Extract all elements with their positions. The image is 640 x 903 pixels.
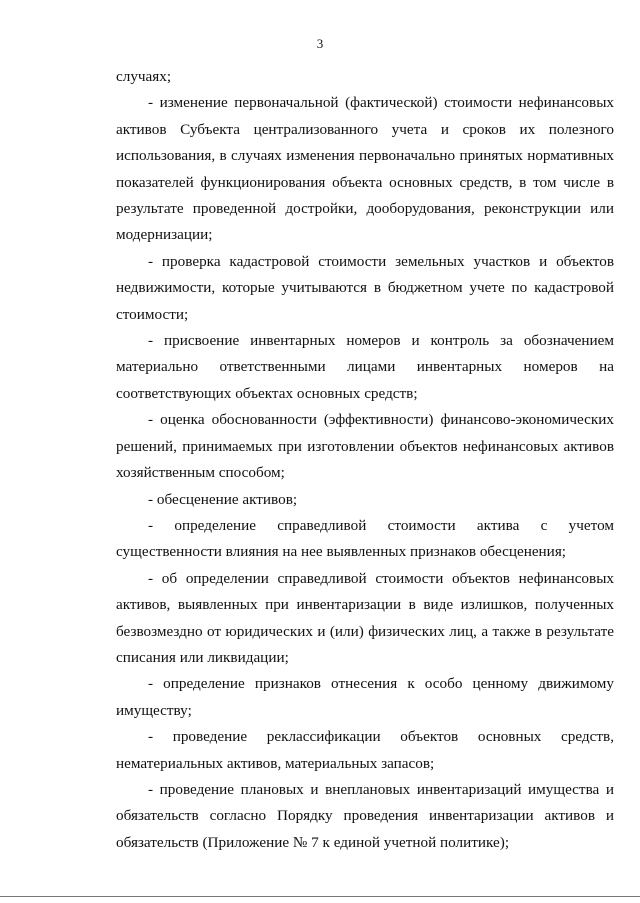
paragraph-item: - об определении справедливой стоимости объектов нефинансовых активов, выявленных при инвентаризации в виде излишков, полученных безвозмездно от юридических и (или) физических лиц, а также в результате списания или ликвидации; [116,569,614,666]
paragraph-item: - оценка обоснованности (эффективности) финансово-экономических решений, принимаемых при изготовлении объектов нефинансовых активов хозяйственным способом; [116,411,614,482]
paragraph-item: - обесценение активов; [148,490,298,508]
paragraph-item: - проверка кадастровой стоимости земельных участков и объектов недвижимости, которые учитываются в бюджетном учете по кадастровой стоимости; [116,252,614,323]
page-number: 3 [316,36,324,51]
paragraph-item: - присвоение инвентарных номеров и контроль за обозначением материально ответственными лицами инвентарных номеров на соответствующих объектах основных средств; [116,332,614,402]
paragraph-item: - определение признаков отнесения к особо ценному движимому имуществу; [116,675,614,719]
paragraph-item: - изменение первоначальной (фактической) стоимости нефинансовых активов Субъекта централизованного учета и сроков их полезного использования, в случаях изменения первоначально принятых нормативных показателей функционирования объекта основных средств, в том числе в результате проведенной достройки, дооборудования, реконструкции или модернизации; [116,94,614,244]
paragraph-continuation: случаях; [116,68,172,85]
paragraph-item: - определение справедливой стоимости актива с учетом существенности влияния на нее выявленных признаков обесценения; [116,516,614,561]
page-bottom-edge [0,896,640,897]
paragraph-item: - проведение плановых и внеплановых инвентаризаций имущества и обязательств согласно Порядку проведения инвентаризации активов и обязательств (Приложение № 7 к единой учетной политике); [116,780,614,851]
document-body [116,64,614,856]
paragraph-item: - проведение реклассификации объектов основных средств, нематериальных активов, материальных запасов; [116,728,614,772]
